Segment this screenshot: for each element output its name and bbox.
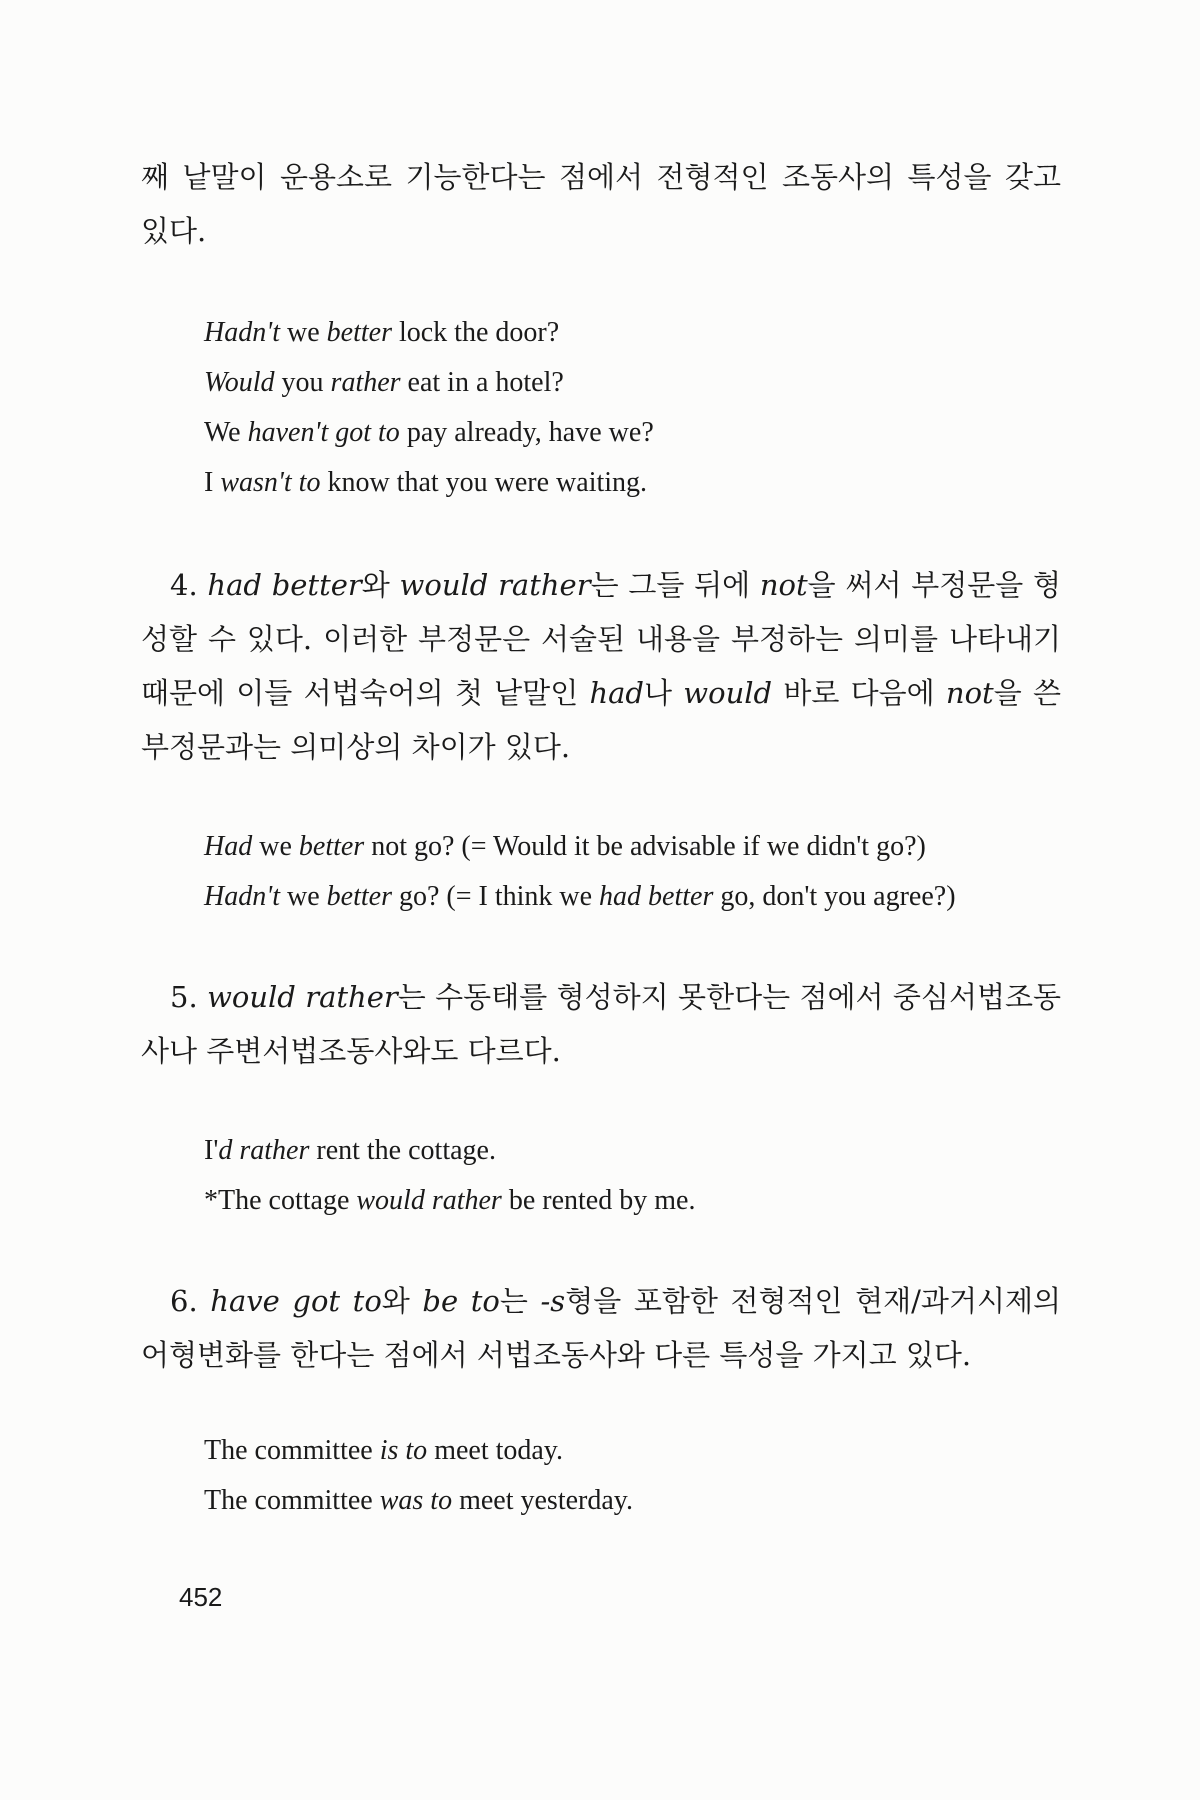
example-sentence: Would you rather eat in a hotel? xyxy=(204,367,564,398)
example-list-4 xyxy=(141,1426,1061,1526)
italic-term: Hadn't xyxy=(204,317,280,348)
italic-term: -s xyxy=(540,1284,566,1318)
example-sentence: We haven't got to pay already, have we? xyxy=(204,417,654,448)
point-5-paragraph: 5. would rather는 수동태를 형성하지 못한다는 점에서 중심서법조동사나 주변서법조동사와도 다르다. xyxy=(141,980,1062,1068)
italic-term: Hadn't xyxy=(204,881,280,912)
example-list-3 xyxy=(141,1126,1061,1226)
intro-paragraph: 째 낱말이 운용소로 기능한다는 점에서 전형적인 조동사의 특성을 갖고 있다. xyxy=(141,160,1061,248)
italic-term: not xyxy=(945,676,994,710)
example-list-1 xyxy=(141,308,1061,508)
example-sentence: *The cottage would rather be rented by me. xyxy=(204,1185,696,1216)
italic-term: better xyxy=(326,317,392,348)
example-sentence: The committee was to meet yesterday. xyxy=(204,1485,633,1516)
italic-term: had xyxy=(589,676,644,710)
italic-term: have got to xyxy=(210,1284,382,1318)
point-6-paragraph: 6. have got to와 be to는 -s형을 포함한 전형적인 현재/과거시제의 어형변화를 한다는 점에서 서법조동사와 다른 특성을 가지고 있다. xyxy=(141,1284,1061,1372)
point-4-paragraph: 4. had better와 would rather는 그들 뒤에 not을 써서 부정문을 형성할 수 있다. 이러한 부정문은 서술된 내용을 부정하는 의미를 나타내기 때문에 이들 서법숙어의 첫 낱말인 had나 would 바로 다음에 not을 쓴 부정문과는 의미상의 차이가 있다. xyxy=(141,568,1062,764)
italic-term: not xyxy=(759,568,808,602)
italic-term: Would xyxy=(204,367,275,398)
example-sentence: I wasn't to know that you were waiting. xyxy=(204,467,648,498)
italic-term: haven't got to xyxy=(247,417,400,448)
example-sentence: Hadn't we better lock the door? xyxy=(204,317,560,348)
italic-term: Had xyxy=(204,831,253,862)
example-list-2 xyxy=(141,822,1061,922)
example-sentence: The committee is to meet today. xyxy=(204,1435,563,1466)
italic-term: had better xyxy=(207,568,362,602)
example-sentence: Hadn't we better go? (= I think we had better go, don't you agree?) xyxy=(204,881,956,912)
italic-term: d rather xyxy=(218,1135,310,1166)
italic-term: was to xyxy=(379,1485,453,1516)
italic-term: wasn't to xyxy=(220,467,321,498)
italic-term: would xyxy=(683,676,773,710)
example-sentence: Had we better not go? (= Would it be advisable if we didn't go?) xyxy=(204,831,926,862)
italic-term: would rather xyxy=(399,568,591,602)
italic-term: rather xyxy=(330,367,401,398)
example-sentence: I'd rather rent the cottage. xyxy=(204,1135,496,1166)
page-number: 452 xyxy=(179,1582,223,1612)
italic-term: better xyxy=(326,881,392,912)
italic-term: would rather xyxy=(207,980,398,1014)
italic-term: be to xyxy=(422,1284,500,1318)
page-content xyxy=(141,150,1061,1526)
italic-term: would rather xyxy=(356,1185,502,1216)
italic-term: had better xyxy=(599,881,714,912)
italic-term: better xyxy=(298,831,365,862)
italic-term: is to xyxy=(379,1435,428,1466)
